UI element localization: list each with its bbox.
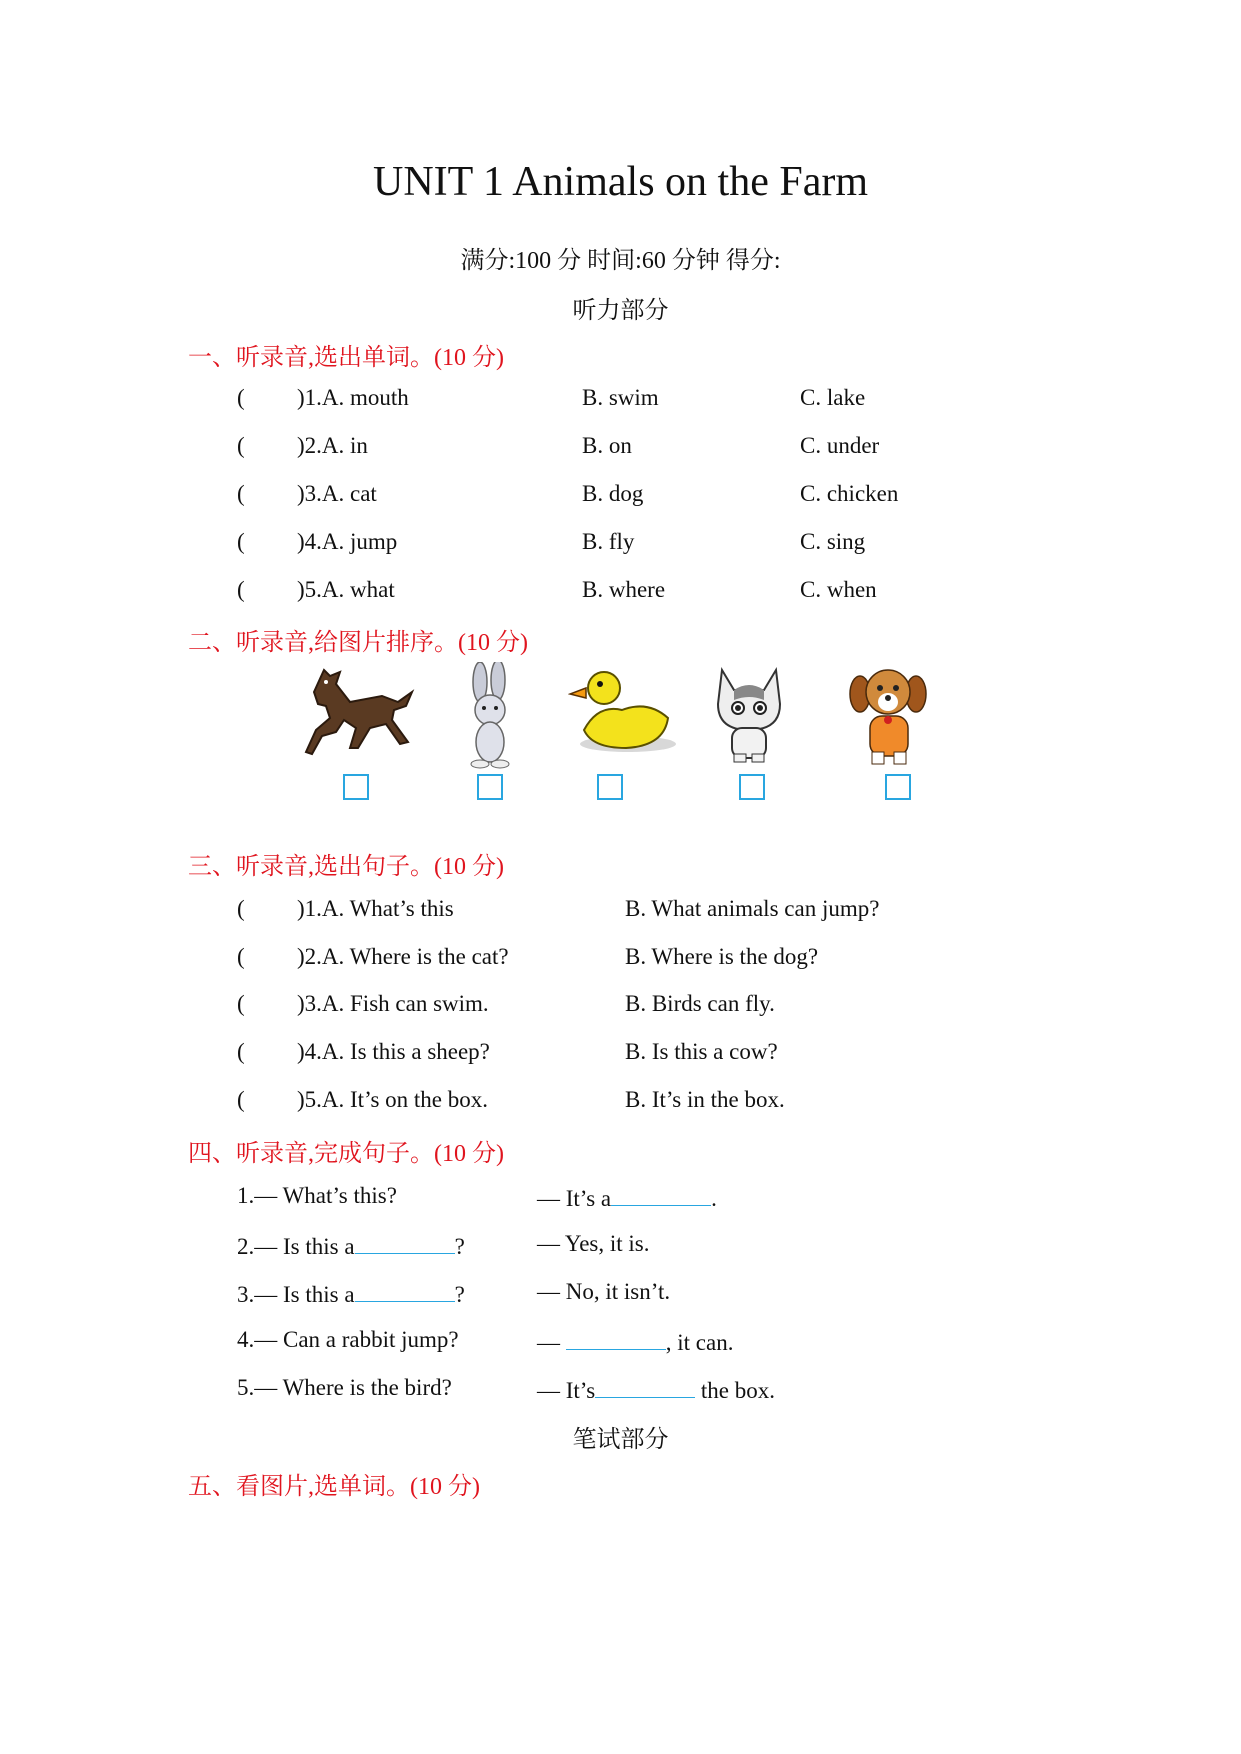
answer-slot[interactable]	[250, 896, 290, 924]
question-end: ?	[454, 1282, 465, 1307]
question	[237, 1279, 465, 1308]
question	[237, 1231, 465, 1260]
answer	[537, 1183, 717, 1212]
question	[237, 1375, 452, 1401]
sentence-b: B. It’s in the box.	[625, 1087, 785, 1112]
option-a: )2.A. in	[297, 433, 368, 458]
option-b: B. where	[582, 577, 666, 602]
answer-text: — It’s	[537, 1378, 596, 1403]
question-text: 2.— Is this a	[237, 1234, 355, 1259]
answer-paren: (	[237, 896, 245, 921]
answer	[537, 1231, 649, 1257]
answer-slot[interactable]	[250, 1039, 290, 1067]
order-box-1[interactable]	[343, 774, 369, 800]
fill-blank[interactable]	[566, 1327, 666, 1350]
answer	[537, 1327, 733, 1356]
sentence-a: )4.A. Is this a sheep?	[297, 1039, 490, 1064]
rabbit-icon	[458, 662, 522, 770]
dog-icon	[846, 660, 932, 768]
order-box-2[interactable]	[477, 774, 503, 800]
option-b: B. swim	[582, 385, 659, 410]
horse-icon	[296, 662, 420, 766]
question	[237, 1183, 397, 1209]
fill-blank[interactable]	[595, 1375, 695, 1398]
answer-paren: (	[237, 385, 245, 410]
answer-slot[interactable]	[250, 481, 290, 509]
option-c: C. lake	[800, 385, 866, 410]
answer	[537, 1279, 670, 1305]
answer-paren: (	[237, 1039, 245, 1064]
option-a: )5.A. what	[297, 577, 395, 602]
answer-text: — Yes, it is.	[537, 1231, 650, 1256]
answer-text: — No, it isn’t.	[537, 1279, 671, 1304]
option-b: B. fly	[582, 529, 635, 554]
answer-slot[interactable]	[250, 529, 290, 557]
answer-text: — It’s a	[537, 1186, 612, 1211]
sentence-b: B. What animals can jump?	[625, 896, 880, 921]
question	[237, 1327, 459, 1353]
option-b: B. on	[582, 433, 632, 458]
question-text: 5.— Where is the bird?	[237, 1375, 452, 1400]
section-2-heading: 二、听录音,给图片排序。(10 分)	[188, 630, 528, 656]
answer-paren: (	[237, 991, 245, 1016]
sentence-b: B. Where is the dog?	[625, 944, 819, 969]
order-box-3[interactable]	[597, 774, 623, 800]
answer-slot[interactable]	[250, 577, 290, 605]
sentence-a: )5.A. It’s on the box.	[297, 1087, 489, 1112]
answer-paren: (	[237, 1087, 245, 1112]
cat-icon	[708, 660, 790, 766]
option-c: C. when	[800, 577, 877, 602]
answer-text: —	[537, 1330, 566, 1355]
section-1-heading: 一、听录音,选出单词。(10 分)	[188, 345, 504, 371]
question-end: ?	[454, 1234, 465, 1259]
answer-slot[interactable]	[250, 385, 290, 413]
answer-end: the box.	[695, 1378, 775, 1403]
answer-end: .	[711, 1186, 717, 1211]
answer-slot[interactable]	[250, 1087, 290, 1115]
answer	[537, 1375, 775, 1404]
option-b: B. dog	[582, 481, 644, 506]
sentence-b: B. Birds can fly.	[625, 991, 775, 1016]
option-c: C. chicken	[800, 481, 899, 506]
section-4-heading: 四、听录音,完成句子。(10 分)	[188, 1141, 504, 1167]
order-box-4[interactable]	[739, 774, 765, 800]
option-c: C. under	[800, 433, 880, 458]
fill-blank[interactable]	[355, 1231, 455, 1254]
score-meta: 满分:100 分 时间:60 分钟 得分:	[460, 248, 781, 274]
option-c: C. sing	[800, 529, 866, 554]
question-text: 1.— What’s this?	[237, 1183, 397, 1208]
sentence-b: B. Is this a cow?	[625, 1039, 778, 1064]
fill-blank[interactable]	[611, 1183, 711, 1206]
option-a: )1.A. mouth	[297, 385, 409, 410]
duck-icon	[568, 660, 680, 766]
answer-slot[interactable]	[250, 991, 290, 1019]
answer-paren: (	[237, 433, 245, 458]
listening-label: 听力部分	[572, 298, 669, 324]
section-5-heading: 五、看图片,选单词。(10 分)	[188, 1474, 480, 1500]
sentence-a: )1.A. What’s this	[297, 896, 454, 921]
question-text: 3.— Is this a	[237, 1282, 355, 1307]
sentence-a: )3.A. Fish can swim.	[297, 991, 489, 1016]
answer-paren: (	[237, 577, 245, 602]
writing-label: 笔试部分	[572, 1427, 669, 1453]
section-3-heading: 三、听录音,选出句子。(10 分)	[188, 854, 504, 880]
answer-paren: (	[237, 529, 245, 554]
question-text: 4.— Can a rabbit jump?	[237, 1327, 459, 1352]
fill-blank[interactable]	[355, 1279, 455, 1302]
option-a: )3.A. cat	[297, 481, 377, 506]
sentence-a: )2.A. Where is the cat?	[297, 944, 509, 969]
page-title: UNIT 1 Animals on the Farm	[372, 159, 869, 205]
answer-slot[interactable]	[250, 944, 290, 972]
order-box-5[interactable]	[885, 774, 911, 800]
answer-end: , it can.	[665, 1330, 734, 1355]
answer-slot[interactable]	[250, 433, 290, 461]
answer-paren: (	[237, 944, 245, 969]
option-a: )4.A. jump	[297, 529, 398, 554]
answer-paren: (	[237, 481, 245, 506]
